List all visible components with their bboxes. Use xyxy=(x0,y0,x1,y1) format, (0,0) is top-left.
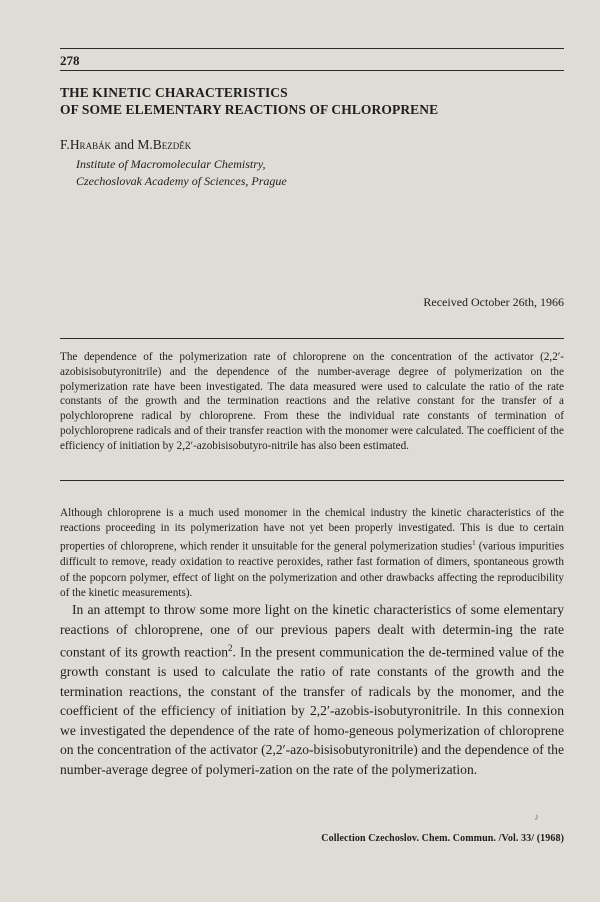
affiliation-line-2: Czechoslovak Academy of Sciences, Prague xyxy=(76,174,287,188)
author-2-name: Bezděk xyxy=(152,137,192,152)
affiliation xyxy=(76,156,287,190)
header-rule-bottom xyxy=(60,70,564,71)
page-number: 278 xyxy=(60,53,80,68)
body-paragraph xyxy=(60,600,564,779)
author-2-initial: M. xyxy=(137,137,153,152)
header-rule xyxy=(60,48,564,49)
intro-paragraph xyxy=(60,506,564,601)
body-text-1: In an attempt to throw some more light on the kinetic characteristics of some elementary reactions of chloroprene, one of our previous papers dealt with determin-ing the rate constant of its growth reaction xyxy=(60,602,564,660)
author-conjunction: and xyxy=(111,137,138,152)
abstract-rule-bottom xyxy=(60,480,564,481)
received-date: Received October 26th, 1966 xyxy=(423,295,564,309)
author-1-name: Hrabák xyxy=(69,137,112,152)
title-line-1: THE KINETIC CHARACTERISTICS xyxy=(60,85,288,100)
article-title xyxy=(60,84,438,118)
reference-2: 2 xyxy=(228,643,233,653)
reference-1: 1 xyxy=(472,539,476,548)
title-line-2: OF SOME ELEMENTARY REACTIONS OF CHLOROPRENE xyxy=(60,102,439,117)
affiliation-line-1: Institute of Macromolecular Chemistry, xyxy=(76,157,266,171)
intro-text-2: (various impurities difficult to remove, ready oxidation to reactive peroxides, rather fast formation of dimers, spontaneous growth of the popcorn polymer, effect of light on the polymerization and other drawbacks affecting the reproducibility of the kinetic measurements). xyxy=(60,541,564,599)
intro-text-1: Although chloroprene is a much used monomer in the chemical industry the kinetic characteristics of the reactions proceeding in its polymerization have not yet been properly investigated. This is due to certain properties of chloroprene, which render it unsuitable for the general polymerization studies xyxy=(60,507,564,554)
authors xyxy=(60,137,191,153)
ink-mark: ♪ xyxy=(534,812,539,823)
author-1-initial: F. xyxy=(60,137,70,152)
footer-citation: Collection Czechoslov. Chem. Commun. /Vol. 33/ (1968) xyxy=(321,833,564,844)
abstract-rule-top xyxy=(60,338,564,339)
abstract: The dependence of the polymerization rate of chloroprene on the concentration of the activator (2,2′-azobisisobutyronitrile) and the dependence of the number-average degree of polymerization on the polymerization rate have been investigated. The data measured were used to calculate the ratio of the rate constants of the growth and the termination reactions and the relative constant for the transfer of a polychloroprene radical by chloroprene. From these the individual rate constants of termination of polychloroprene radicals and of their transfer reaction with the monomer were calculated. The coefficient of the efficiency of initiation by 2,2′-azobisisobutyro-nitrile has also been estimated. xyxy=(60,351,564,452)
body-text-2: . In the present communication the de-termined value of the growth constant is used to calculate the ratio of rate constants of the growth and the termination reactions, the constant of the transfer of radicals by the monomer, and the coefficient of the efficiency of initiation by 2,2′-azobis-isobutyronitrile. In this connexion we investigated the dependence of the rate of homo-geneous polymerization of chloroprene on the concentration of the activator (2,2′-azo-bisisobutyronitrile) and the dependence of the number-average degree of polymeri-zation on the rate of the polymerization. xyxy=(60,644,564,777)
